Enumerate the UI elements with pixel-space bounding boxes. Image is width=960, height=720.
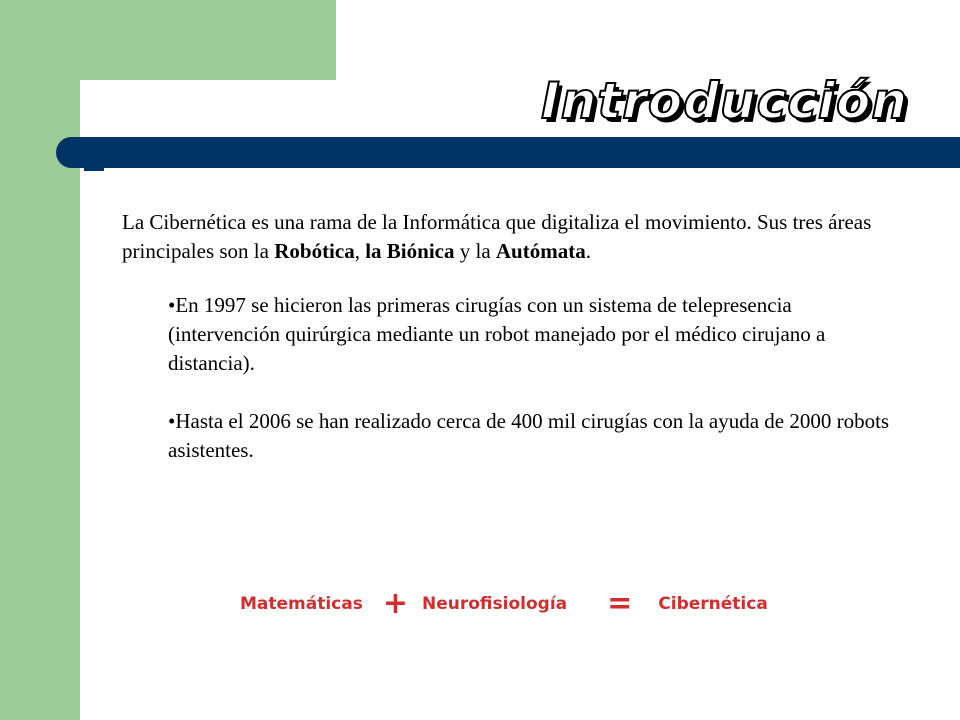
term-automata: Autómata [495,239,586,263]
intro-text: La Cibernética es una rama de la Informática que digitaliza el movimiento. Sus tres áreas principales son la [122,210,872,263]
bullet-list [168,291,902,465]
equation-term-neurofisiologia: Neurofisiología [422,593,568,614]
intro-separator: y la [454,239,496,263]
slide-content [122,208,902,494]
bullet-item: •Hasta el 2006 se han realizado cerca de 400 mil cirugías con la ayuda de 2000 robots asistentes. [168,409,890,462]
green-top-band [0,0,336,80]
term-bionica: la Biónica [365,239,455,263]
slide-title: Introducción [541,72,908,130]
intro-paragraph [122,208,902,266]
cybernetics-equation [240,586,768,621]
intro-end: . [585,239,591,263]
green-left-band [0,0,80,720]
equals-operator: = [607,586,633,621]
rounded-corner [80,80,140,140]
plus-operator: + [382,586,408,621]
term-robotica: Robótica [274,239,355,263]
title-bar-tick [84,168,104,171]
equation-term-matematicas: Matemáticas [240,593,363,614]
title-bar [56,137,960,168]
equation-result-cibernetica: Cibernética [658,593,768,614]
bullet-item: •En 1997 se hicieron las primeras cirugías con un sistema de telepresencia (intervención quirúrgica mediante un robot manejado por el médico cirujano a distancia). [168,293,826,375]
intro-separator: , [354,239,366,263]
